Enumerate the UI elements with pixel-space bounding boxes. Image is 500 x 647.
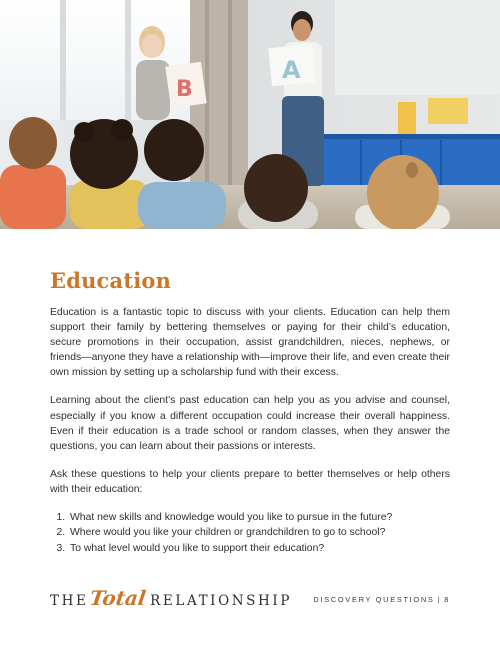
page-info	[313, 595, 450, 604]
hero-photo	[0, 0, 500, 229]
classroom-photo-icon	[0, 0, 500, 229]
brand-the: THE	[50, 593, 89, 609]
page-number: 8	[444, 595, 450, 604]
intro-paragraph: Education is a fantastic topic to discuss with your clients. Education can help them support their family by bettering themselves or paying for their child’s education, secure promotions in their occupation, assist grandchildren, nieces, nephews, or friends—anyone they have a relationship with—improve their life, and even create their own mission by setting up a scholarship fund with their excess.	[50, 307, 450, 379]
section-label: DISCOVERY QUESTIONS	[313, 595, 435, 604]
svg-text:A: A	[282, 56, 301, 84]
separator: |	[437, 595, 442, 604]
list-item: 1. What new skills and knowledge would you like to pursue in the future?	[68, 510, 450, 525]
questions-intro-paragraph: Ask these questions to help your clients prepare to better themselves or help others with their education:	[50, 468, 450, 495]
education-section	[50, 268, 450, 556]
brand-total: Total	[88, 586, 148, 610]
svg-text:B: B	[176, 77, 193, 102]
section-title: Education	[50, 268, 172, 293]
brand-relationship: RELATIONSHIP	[150, 593, 293, 609]
page-footer	[50, 586, 450, 613]
list-item: 2. Where would you like your children or grandchildren to go to school?	[68, 525, 450, 540]
questions-list	[50, 510, 450, 556]
list-item: 3. To what level would you like to support their education?	[68, 541, 450, 556]
past-education-paragraph: Learning about the client’s past education can help you as you advise and counsel, especially if you know a different occupation could increase their overall happiness. Even if their education is a trade school or random classes, when they answer the questions, you can learn about their passions or interests.	[50, 395, 450, 452]
brand-logo	[50, 586, 293, 613]
